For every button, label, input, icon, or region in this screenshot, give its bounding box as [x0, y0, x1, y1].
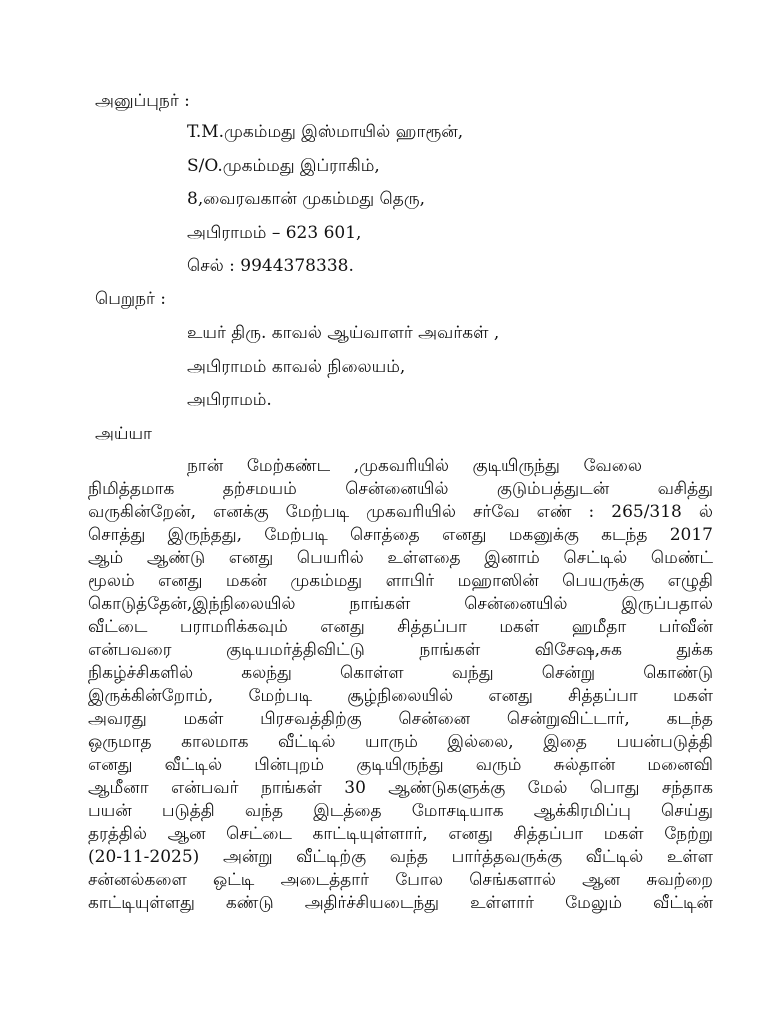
sender-label: அனுப்புநர் :	[95, 91, 190, 111]
sender-street: 8,வைரவகான் முகம்மது தெரு,	[187, 189, 425, 209]
body-line: ஆம் ஆண்டு எனது பெயரில் உள்ளதை இனாம் செட்டில் மெண்ட்	[88, 548, 713, 568]
body-line: சன்னல்களை ஒட்டி அடைத்தார் போல செங்களால் ஆன சுவற்றை	[88, 870, 713, 890]
recipient-town: அபிராமம்.	[187, 390, 272, 410]
sender-town: அபிராமம் – 623 601,	[187, 223, 362, 243]
body-line: என்பவரை குடியமர்த்திவிட்டு நாங்கள் விசேஷ,சுக துக்க	[88, 640, 713, 660]
body-line: நான் மேற்கண்ட ,முகவரியில் குடியிருந்து வேலை	[187, 456, 642, 476]
body-line: கொடுத்தேன்,இந்நிலையில் நாங்கள் சென்னையில் இருப்பதால்	[88, 594, 713, 614]
body-line: வீட்டை பராமரிக்கவும் எனது சித்தப்பா மகள் ஹமீதா பர்வீன்	[88, 617, 713, 637]
sender-phone: செல் : 9944378338.	[187, 256, 354, 276]
body-line: எனது வீட்டில் பின்புறம் குடியிருந்து வரும் சுல்தான் மனைவி	[88, 755, 713, 775]
body-line: சொத்து இருந்தது, மேற்படி சொத்தை எனது மகனுக்கு கடந்த 2017	[88, 525, 713, 545]
body-line: (20-11-2025) அன்று வீட்டிற்கு வந்த பார்த்தவருக்கு வீட்டில் உள்ள	[88, 847, 713, 867]
recipient-station: அபிராமம் காவல் நிலையம்,	[187, 357, 406, 377]
body-line: ஒருமாத காலமாக வீட்டில் யாரும் இல்லை, இதை பயன்படுத்தி	[88, 732, 713, 752]
recipient-title: உயர் திரு. காவல் ஆய்வாளர் அவர்கள் ,	[187, 323, 500, 343]
body-line: அவரது மகள் பிரசவத்திற்கு சென்னை சென்றுவிட்டார், கடந்த	[88, 709, 713, 729]
body-line: நிகழ்ச்சிகளில் கலந்து கொள்ள வந்து சென்று கொண்டு	[88, 663, 713, 683]
salutation: அய்யா	[95, 424, 152, 444]
sender-name: T.M.முகம்மது இஸ்மாயில் ஹாரூன்,	[187, 122, 464, 142]
body-line: தரத்தில் ஆன செட்டை காட்டியுள்ளார், எனது சித்தப்பா மகள் நேற்று	[88, 824, 713, 844]
body-line: நிமித்தமாக தற்சமயம் சென்னையில் குடும்பத்துடன் வசித்து	[88, 479, 713, 499]
body-line: காட்டியுள்ளது கண்டு அதிர்ச்சியடைந்து உள்ளார் மேலும் வீட்டின்	[88, 893, 713, 913]
body-line: பயன் படுத்தி வந்த இடத்தை மோசடியாக ஆக்கிரமிப்பு செய்து	[88, 801, 713, 821]
body-line: ஆமீனா என்பவர் நாங்கள் 30 ஆண்டுகளுக்கு மேல் பொது சந்தாக	[88, 778, 713, 798]
body-line: வருகின்றேன், எனக்கு மேற்படி முகவரியில் சர்வே எண் : 265/318 ல்	[88, 502, 713, 522]
sender-father-name: S/O.முகம்மது இப்ராகிம்,	[187, 156, 380, 176]
body-line: மூலம் எனது மகன் முகம்மது ளாபிர் மஹாஸின் பெயருக்கு எழுதி	[88, 571, 713, 591]
body-line: இருக்கின்றோம், மேற்படி சூழ்நிலையில் எனது சித்தப்பா மகள்	[88, 686, 713, 706]
recipient-label: பெறுநர் :	[95, 289, 167, 309]
